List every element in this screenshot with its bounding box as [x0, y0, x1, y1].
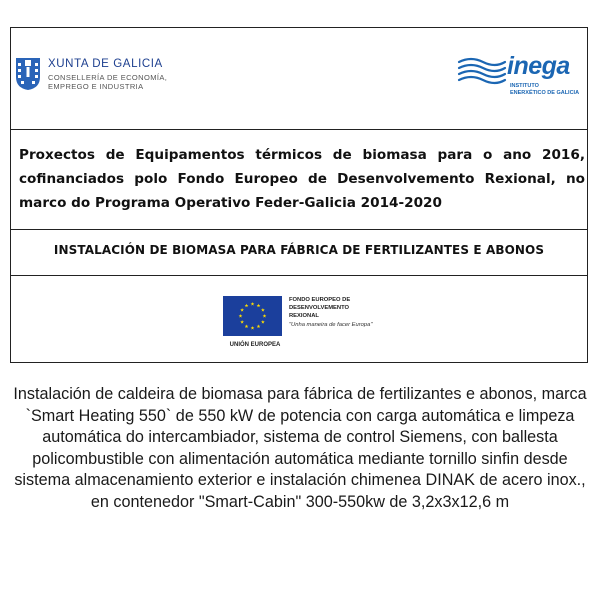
installation-description: Instalación de caldeira de biomasa para fábrica de fertilizantes e abonos, marca `Smart Heating 550` de 550 kW de potencia con carga automática e limpeza automática do intercambiador, sistema de control Siemens, con ballesta policombustible con alimentación automática mediante tornillo sinfin desde sistema almacenamiento exterior e instalación chimenea DINAK de acero inox., en contenedor "Smart-Cabin" 300-550kw de 3,2x3x12,6 m	[13, 385, 587, 511]
eu-fund-line1: FONDO EUROPEO DE	[289, 297, 351, 303]
eu-fund-line3: REXIONAL	[289, 313, 319, 319]
eu-logo	[223, 296, 403, 356]
program-title: Proxectos de Equipamentos térmicos de biomasa para o ano 2016, cofinanciados polo Fondo Europeo de Desenvolvemento Rexional, no marco do Programa Operativo Feder-Galicia 2014-2020	[19, 147, 585, 211]
info-panel	[10, 27, 588, 363]
eu-fund-line2: DESENVOLVEMENTO	[289, 305, 350, 311]
xunta-name: XUNTA DE GALICIA	[48, 58, 163, 70]
logos-row	[11, 28, 587, 130]
inega-waves-icon	[457, 54, 507, 88]
project-row	[11, 230, 587, 276]
inega-name: inega	[507, 52, 570, 80]
eu-motto: "Unha maneira de facer Europa"	[289, 322, 373, 328]
xunta-department-line2: EMPREGO E INDUSTRIA	[48, 82, 144, 91]
galicia-coat-of-arms-icon	[15, 57, 41, 91]
inega-logo	[457, 50, 580, 100]
eu-row	[11, 276, 587, 362]
eu-flag-icon	[223, 296, 282, 336]
project-name: INSTALACIÓN DE BIOMASA PARA FÁBRICA DE FERTILIZANTES E ABONOS	[53, 243, 545, 257]
xunta-logo	[15, 55, 175, 95]
inega-subtitle-line1: INSTITUTO	[510, 83, 539, 89]
title-row	[11, 130, 587, 230]
xunta-department-line1: CONSELLERÍA DE ECONOMÍA,	[48, 73, 168, 82]
eu-union-label: UNIÓN EUROPEA	[229, 342, 281, 348]
inega-subtitle-line2: ENERXÉTICO DE GALICIA	[510, 90, 580, 96]
